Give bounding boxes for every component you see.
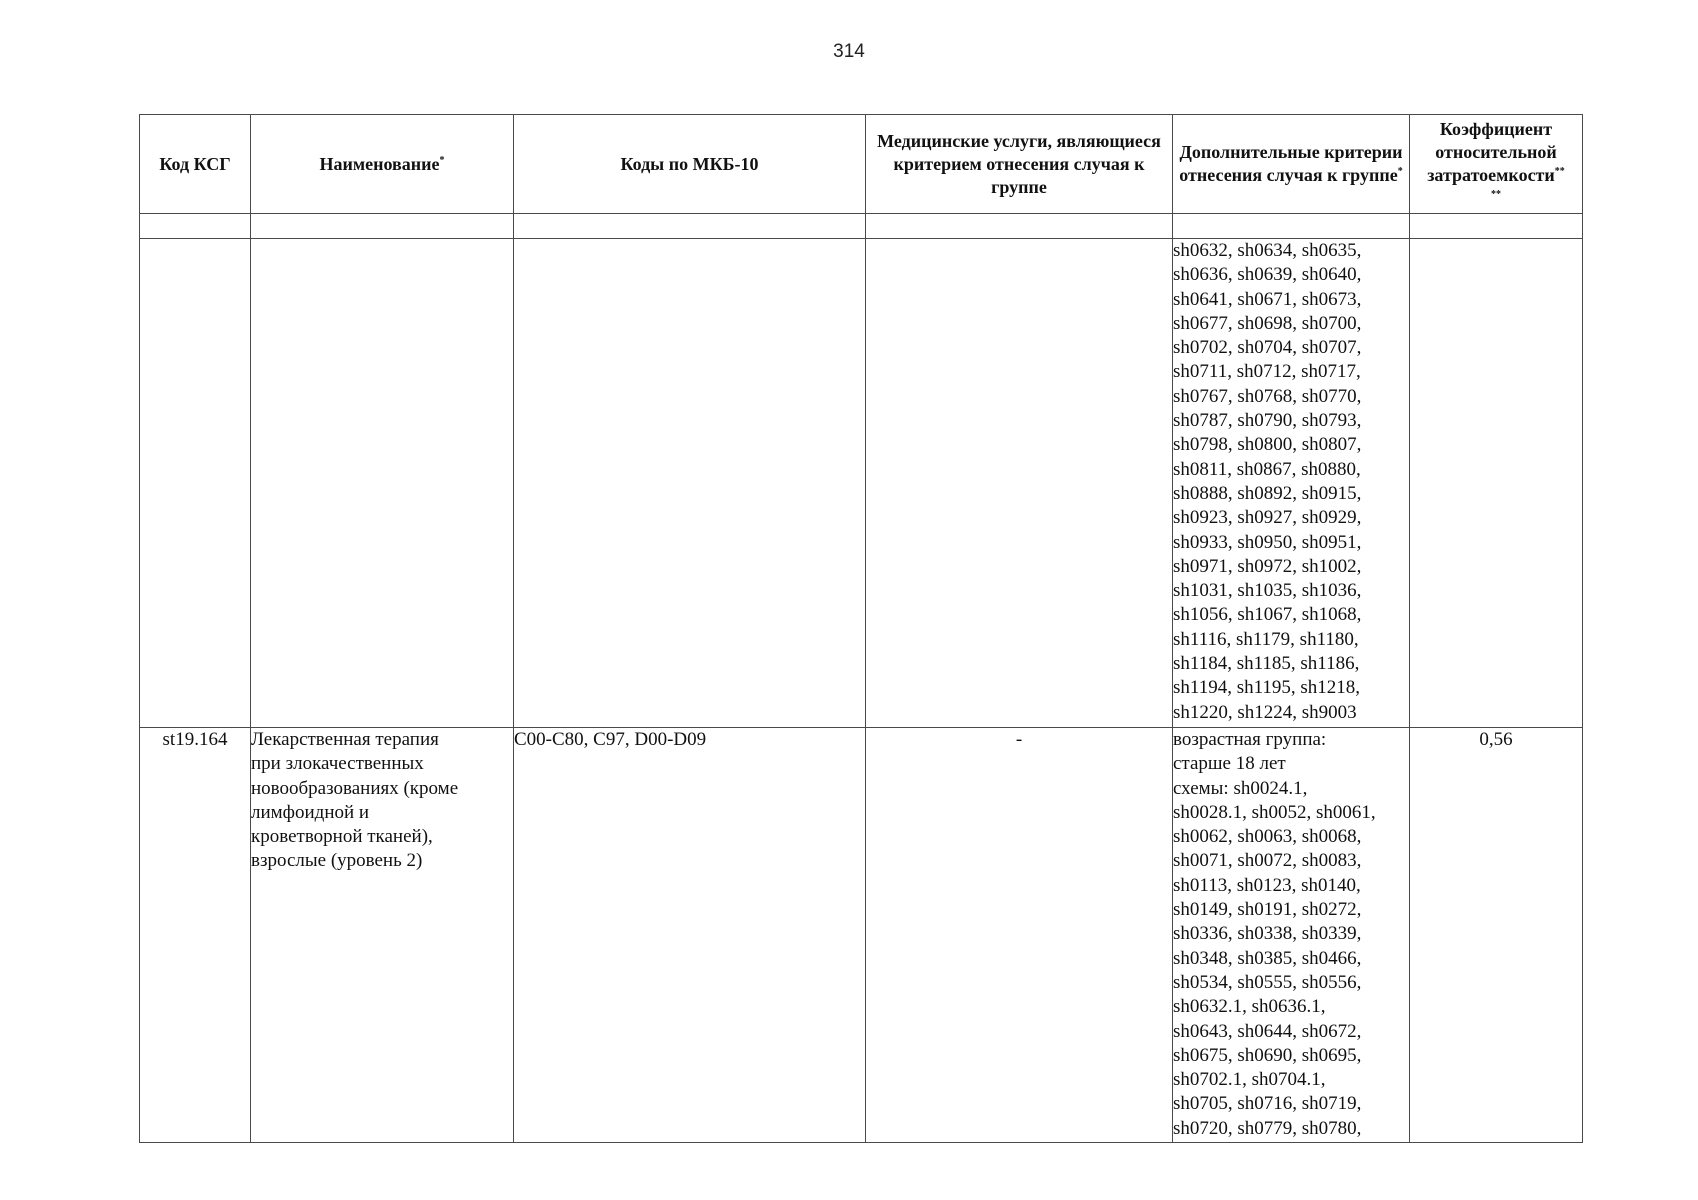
cell-text-line: sh0071, sh0072, sh0083, <box>1173 850 1362 872</box>
cell-text-line: sh0720, sh0779, sh0780, <box>1173 1117 1362 1139</box>
cell-text-line: кроветворной тканей), <box>251 826 433 848</box>
cell-icd <box>514 239 866 728</box>
cell-text-line: sh1031, sh1035, sh1036, <box>1173 580 1362 602</box>
header-name: Наименование* <box>251 115 514 214</box>
cell-text-line: Лекарственная терапия <box>251 729 439 750</box>
footnote-mark: ** <box>1554 166 1565 177</box>
cell-icd: C00-C80, C97, D00-D09 <box>514 728 866 1143</box>
cell-text-line: sh1220, sh1224, sh9003 <box>1173 701 1357 723</box>
cell-coefficient <box>1410 239 1583 728</box>
header-code: Код КСГ <box>140 115 251 214</box>
cell-text-line: sh1184, sh1185, sh1186, <box>1173 653 1360 675</box>
cell-services: - <box>866 728 1173 1143</box>
cell-text-line: sh0971, sh0972, sh1002, <box>1173 555 1362 577</box>
cell-text-line: схемы: sh0024.1, <box>1173 777 1308 799</box>
ksg-table <box>139 114 1583 1143</box>
cell-text-line: sh0632, sh0634, sh0635, <box>1173 240 1362 261</box>
header-row <box>140 115 1583 214</box>
cell-name <box>251 239 514 728</box>
spacer-row <box>140 214 1583 239</box>
cell-code: st19.164 <box>140 728 251 1143</box>
cell-code <box>140 239 251 728</box>
cell-text-line: sh0767, sh0768, sh0770, <box>1173 385 1362 407</box>
page-number: 314 <box>833 41 865 62</box>
cell-extra-criteria <box>1173 728 1410 1143</box>
cell-text-line: sh0149, sh0191, sh0272, <box>1173 899 1362 921</box>
cell-text-line: sh1116, sh1179, sh1180, <box>1173 628 1359 650</box>
cell-text-line: новообразованиях (кроме <box>251 777 459 799</box>
cell-text-line: лимфоидной и <box>251 801 370 823</box>
cell-text-line: sh0923, sh0927, sh0929, <box>1173 507 1362 529</box>
cell-text-line: sh0711, sh0712, sh0717, <box>1173 361 1361 383</box>
cell-text-line: старше 18 лет <box>1173 753 1286 775</box>
cell-extra-criteria <box>1173 239 1410 728</box>
cell-text-line: sh0336, sh0338, sh0339, <box>1173 923 1362 945</box>
header-services: Медицинские услуги, являющиеся критерием отнесения случая к группе <box>866 115 1173 214</box>
cell-text-line: sh0798, sh0800, sh0807, <box>1173 434 1362 456</box>
cell-text-line: sh0534, sh0555, sh0556, <box>1173 971 1362 993</box>
cell-text-line: sh0933, sh0950, sh0951, <box>1173 531 1362 553</box>
cell-coefficient: 0,56 <box>1410 728 1583 1143</box>
cell-text-line: sh1056, sh1067, sh1068, <box>1173 604 1362 626</box>
cell-text-line: sh1194, sh1195, sh1218, <box>1173 677 1361 699</box>
cell-text-line: sh0705, sh0716, sh0719, <box>1173 1093 1362 1115</box>
cell-name <box>251 728 514 1143</box>
cell-text-line: взрослые (уровень 2) <box>251 850 423 872</box>
cell-text-line: sh0348, sh0385, sh0466, <box>1173 947 1362 969</box>
footnote-mark: * <box>439 154 445 166</box>
cell-text-line: sh0702.1, sh0704.1, <box>1173 1069 1326 1091</box>
cell-text-line: sh0113, sh0123, sh0140, <box>1173 874 1361 896</box>
cell-text-line: sh0028.1, sh0052, sh0061, <box>1173 801 1376 823</box>
cell-services <box>866 239 1173 728</box>
header-coefficient: Коэффициент относительной затратоемкости** ** <box>1410 115 1583 214</box>
cell-text-line: sh0677, sh0698, sh0700, <box>1173 312 1362 334</box>
cell-text-line: sh0641, sh0671, sh0673, <box>1173 288 1362 310</box>
header-icd: Коды по МКБ-10 <box>514 115 866 214</box>
footnote-mark: ** <box>1491 189 1501 200</box>
cell-text-line: sh0888, sh0892, sh0915, <box>1173 482 1362 504</box>
cell-text-line: при злокачественных <box>251 753 424 775</box>
cell-text-line: sh0643, sh0644, sh0672, <box>1173 1020 1362 1042</box>
footnote-mark: * <box>1397 166 1403 177</box>
table-row <box>140 728 1583 1143</box>
cell-text-line: sh0787, sh0790, sh0793, <box>1173 410 1362 432</box>
cell-text-line: sh0811, sh0867, sh0880, <box>1173 458 1361 480</box>
table-row-continuation <box>140 239 1583 728</box>
header-extra-criteria: Дополнительные критерии отнесения случая к группе* <box>1173 115 1410 214</box>
cell-text-line: sh0675, sh0690, sh0695, <box>1173 1044 1362 1066</box>
cell-text-line: sh0636, sh0639, sh0640, <box>1173 264 1362 286</box>
cell-text-line: sh0702, sh0704, sh0707, <box>1173 337 1362 359</box>
cell-text-line: sh0062, sh0063, sh0068, <box>1173 826 1362 848</box>
cell-text-line: sh0632.1, sh0636.1, <box>1173 996 1326 1018</box>
cell-text-line: возрастная группа: <box>1173 729 1327 750</box>
